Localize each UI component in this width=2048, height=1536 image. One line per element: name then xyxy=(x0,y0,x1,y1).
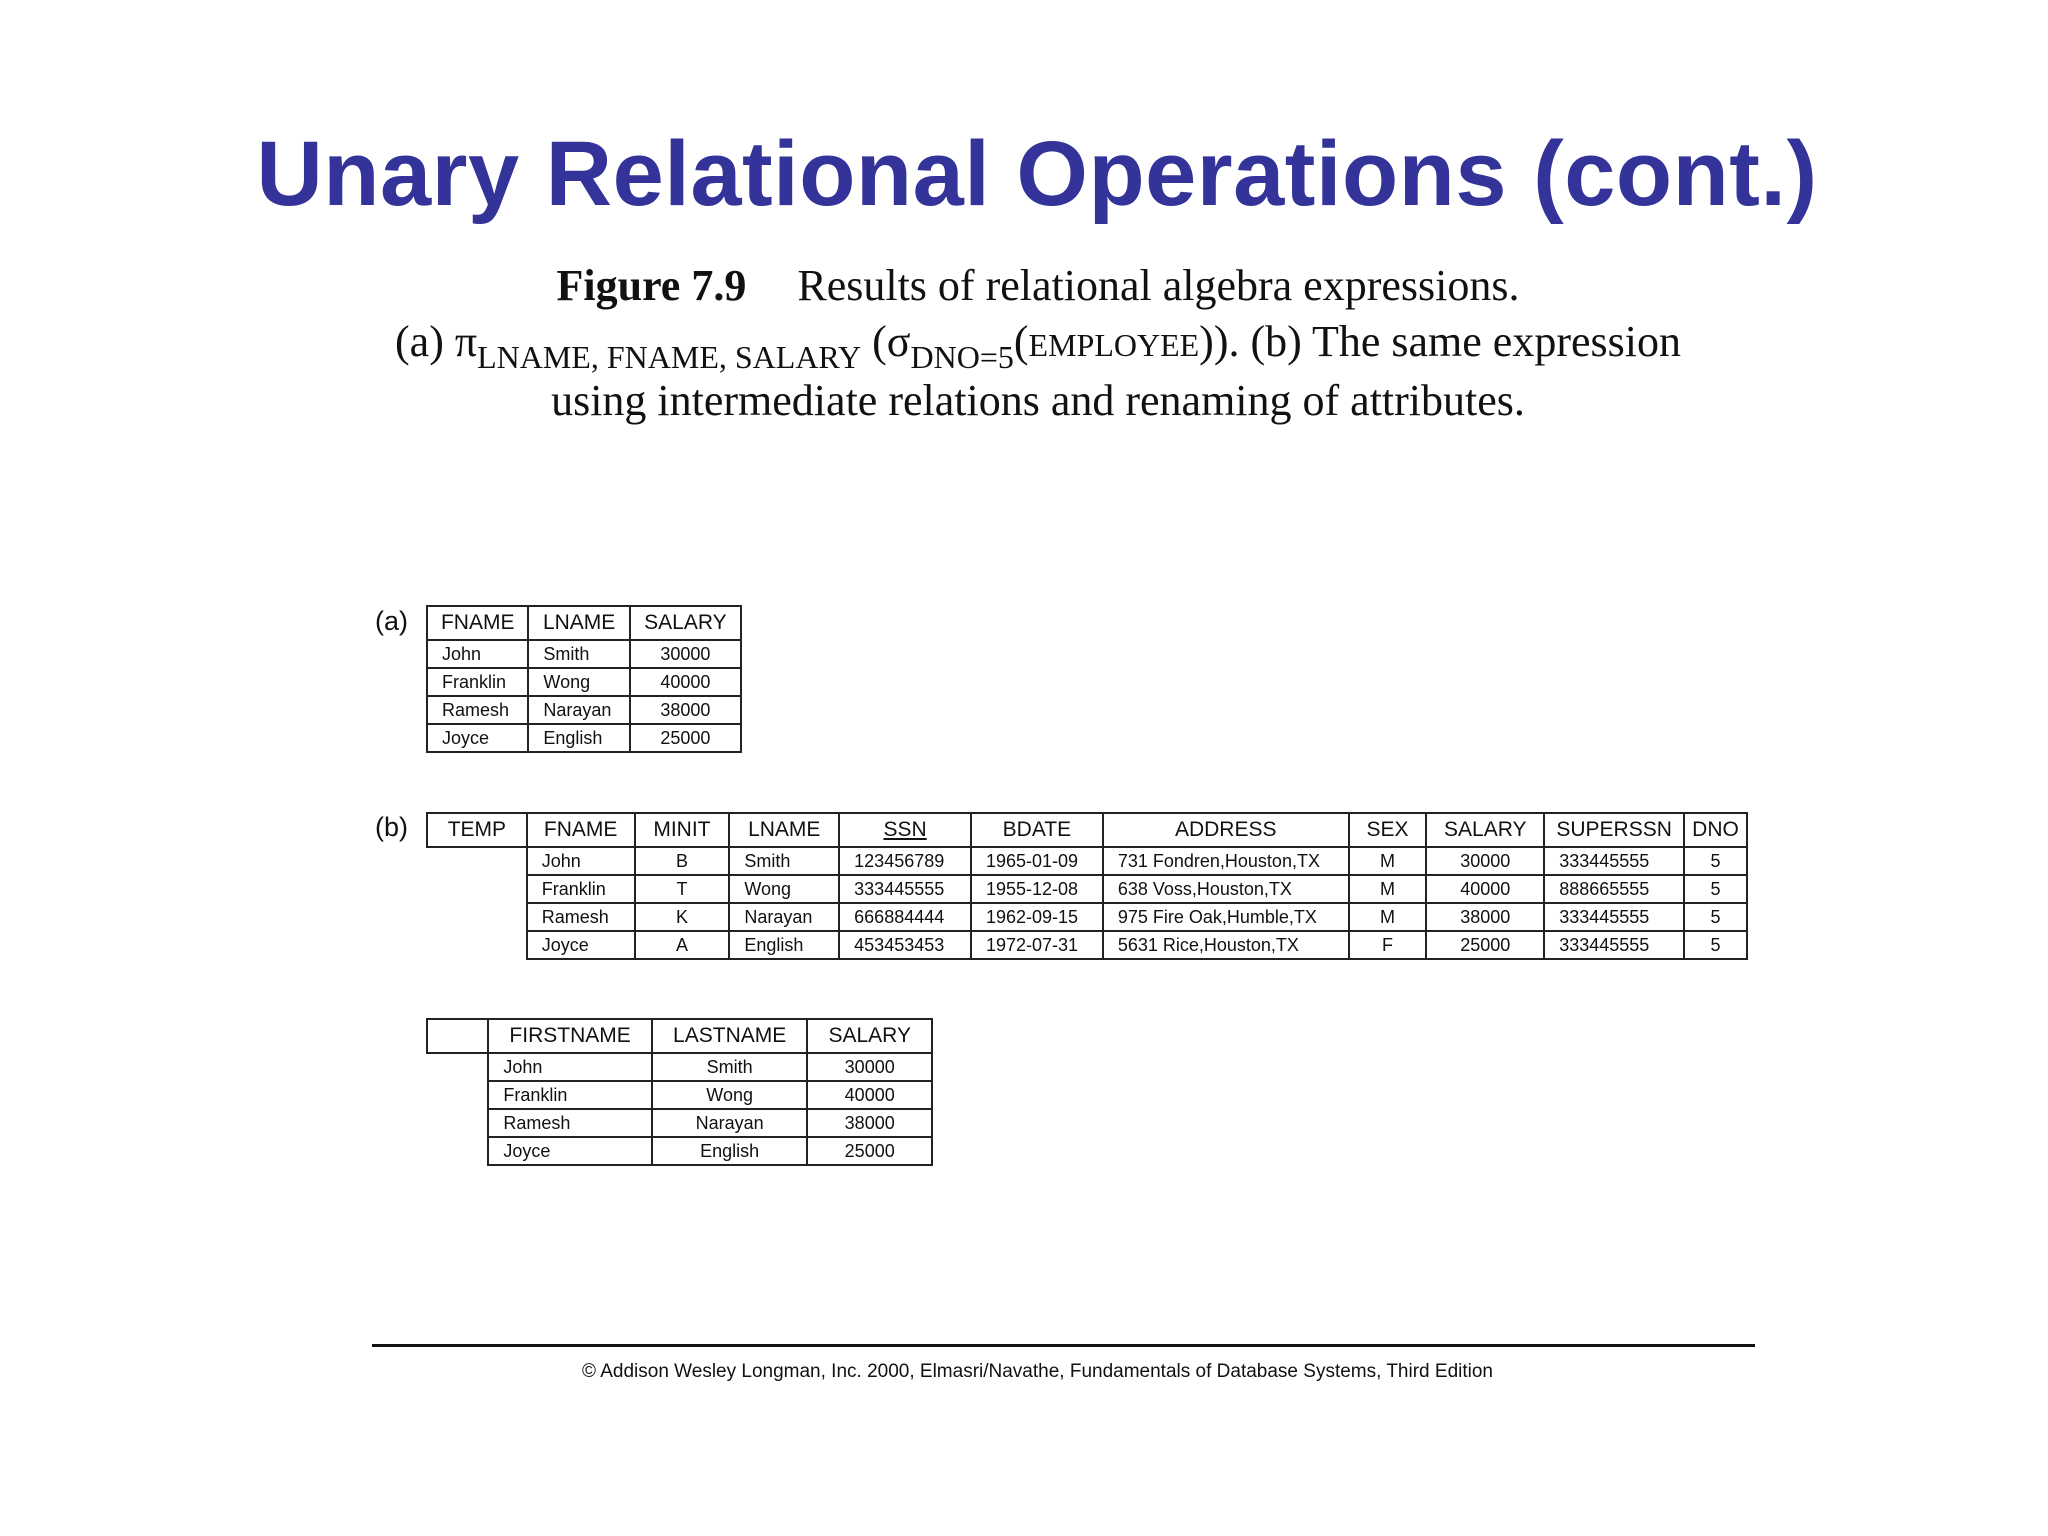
table-cell: 731 Fondren,Houston,TX xyxy=(1103,847,1349,875)
table-cell: 5 xyxy=(1684,875,1747,903)
table-b-header-3: LNAME xyxy=(729,813,839,847)
table-b-header-row xyxy=(427,813,1747,847)
figure-label: Figure 7.9 xyxy=(556,261,747,310)
empty-cell xyxy=(427,1081,488,1109)
table-cell: 30000 xyxy=(807,1053,932,1081)
table-cell: 638 Voss,Houston,TX xyxy=(1103,875,1349,903)
table-cell: 1955-12-08 xyxy=(971,875,1103,903)
table-cell: Wong xyxy=(729,875,839,903)
empty-cell xyxy=(427,931,527,959)
table-renamed-header-row xyxy=(427,1019,932,1053)
caption-line-2: (a) $\pi_{LNAME, FNAME, SALARY}$ $(\sigma_{DNO=5}(EMPLOYEE))$. (b) The same expression xyxy=(395,317,1681,375)
table-cell: 25000 xyxy=(807,1137,932,1165)
table-cell: Narayan xyxy=(528,696,629,724)
table-row xyxy=(427,1053,932,1081)
table-cell: 1972-07-31 xyxy=(971,931,1103,959)
table-cell: John xyxy=(527,847,635,875)
table-cell: John xyxy=(427,640,528,668)
table-cell: Narayan xyxy=(729,903,839,931)
table-cell: 25000 xyxy=(630,724,741,752)
sigma-symbol: σ xyxy=(886,317,911,366)
table-row xyxy=(427,847,1747,875)
empty-cell xyxy=(427,1053,488,1081)
table-cell: 40000 xyxy=(630,668,741,696)
table-a-header-1: LNAME xyxy=(528,606,629,640)
empty-cell xyxy=(427,1109,488,1137)
table-cell: T xyxy=(635,875,730,903)
figure-caption xyxy=(0,258,2048,429)
open-paren: ( xyxy=(872,317,887,366)
table-cell: 30000 xyxy=(1426,847,1544,875)
table-cell: Joyce xyxy=(488,1137,652,1165)
table-row xyxy=(427,1137,932,1165)
table-renamed xyxy=(426,1018,933,1166)
table-a-header-row xyxy=(427,606,741,640)
table-cell: Narayan xyxy=(652,1109,808,1137)
caption-line-1 xyxy=(0,258,2048,314)
table-cell: 666884444 xyxy=(839,903,971,931)
table-row xyxy=(427,640,741,668)
caption-line-3: using intermediate relations and renaming of attributes. xyxy=(551,376,1525,425)
table-cell: Wong xyxy=(652,1081,808,1109)
table-row xyxy=(427,1081,932,1109)
table-a-header-2: SALARY xyxy=(630,606,741,640)
table-cell: 40000 xyxy=(1426,875,1544,903)
table-b-header-0: TEMP xyxy=(427,813,527,847)
pi-symbol: π xyxy=(454,317,478,366)
table-cell: Franklin xyxy=(427,668,528,696)
table-cell: 38000 xyxy=(1426,903,1544,931)
table-b-header-10: DNO xyxy=(1684,813,1747,847)
table-cell: 38000 xyxy=(630,696,741,724)
table-cell: 333445555 xyxy=(1544,847,1684,875)
table-a-header-0: FNAME xyxy=(427,606,528,640)
caption-part-a: (a) xyxy=(395,317,444,366)
table-cell: 888665555 xyxy=(1544,875,1684,903)
caption-text-1: Results of relational algebra expressions. xyxy=(797,261,1520,310)
empty-cell xyxy=(427,1137,488,1165)
table-cell: M xyxy=(1349,903,1427,931)
table-b-header-2: MINIT xyxy=(635,813,730,847)
table-row xyxy=(427,931,1747,959)
table-cell: 1962-09-15 xyxy=(971,903,1103,931)
table-cell: A xyxy=(635,931,730,959)
table-r-header-1: FIRSTNAME xyxy=(488,1019,652,1053)
table-cell: Ramesh xyxy=(427,696,528,724)
table-r-header-3: SALARY xyxy=(807,1019,932,1053)
slide-title: Unary Relational Operations (cont.) xyxy=(256,123,1818,225)
table-b-header-4: SSN xyxy=(839,813,971,847)
table-cell: Joyce xyxy=(527,931,635,959)
caption-close-text: )). (b) The same expression xyxy=(1199,317,1681,366)
table-row xyxy=(427,903,1747,931)
table-cell: Smith xyxy=(528,640,629,668)
table-cell: 333445555 xyxy=(839,875,971,903)
table-cell: 30000 xyxy=(630,640,741,668)
sigma-subscript: DNO=5 xyxy=(910,339,1014,375)
table-row xyxy=(427,696,741,724)
table-cell: English xyxy=(729,931,839,959)
table-cell: 25000 xyxy=(1426,931,1544,959)
table-cell: 38000 xyxy=(807,1109,932,1137)
table-cell: F xyxy=(1349,931,1427,959)
table-cell: Ramesh xyxy=(488,1109,652,1137)
part-b-label: (b) xyxy=(375,812,408,842)
table-b-header-5: BDATE xyxy=(971,813,1103,847)
copyright-notice: © Addison Wesley Longman, Inc. 2000, Elmasri/Navathe, Fundamentals of Database Systems, Third Edition xyxy=(582,1361,1493,1382)
table-cell: 5631 Rice,Houston,TX xyxy=(1103,931,1349,959)
table-cell: Franklin xyxy=(488,1081,652,1109)
table-cell: 40000 xyxy=(807,1081,932,1109)
table-cell: Smith xyxy=(652,1053,808,1081)
table-cell: English xyxy=(528,724,629,752)
table-b-header-7: SEX xyxy=(1349,813,1427,847)
empty-cell xyxy=(427,875,527,903)
table-r-header-2: LASTNAME xyxy=(652,1019,808,1053)
table-cell: Smith xyxy=(729,847,839,875)
table-row xyxy=(427,668,741,696)
table-cell: 5 xyxy=(1684,847,1747,875)
table-cell: Franklin xyxy=(527,875,635,903)
table-cell: Joyce xyxy=(427,724,528,752)
table-a xyxy=(426,605,742,753)
table-r-header-0 xyxy=(427,1019,488,1053)
table-cell: Wong xyxy=(528,668,629,696)
table-cell: 333445555 xyxy=(1544,931,1684,959)
relation-name: EMPLOYEE xyxy=(1028,327,1200,363)
table-cell: B xyxy=(635,847,730,875)
table-cell: M xyxy=(1349,875,1427,903)
table-cell: 5 xyxy=(1684,903,1747,931)
table-b-header-9: SUPERSSN xyxy=(1544,813,1684,847)
table-cell: 5 xyxy=(1684,931,1747,959)
table-row xyxy=(427,724,741,752)
table-row xyxy=(427,875,1747,903)
table-cell: M xyxy=(1349,847,1427,875)
table-cell: 123456789 xyxy=(839,847,971,875)
table-b-header-1: FNAME xyxy=(527,813,635,847)
footer-divider xyxy=(372,1344,1755,1347)
table-cell: 1965-01-09 xyxy=(971,847,1103,875)
part-a-label: (a) xyxy=(375,606,408,636)
table-b xyxy=(426,812,1748,960)
table-b-header-8: SALARY xyxy=(1426,813,1544,847)
empty-cell xyxy=(427,903,527,931)
table-cell: English xyxy=(652,1137,808,1165)
table-cell: 975 Fire Oak,Humble,TX xyxy=(1103,903,1349,931)
table-cell: Ramesh xyxy=(527,903,635,931)
table-cell: 333445555 xyxy=(1544,903,1684,931)
table-cell: John xyxy=(488,1053,652,1081)
empty-cell xyxy=(427,847,527,875)
table-row xyxy=(427,1109,932,1137)
table-b-header-6: ADDRESS xyxy=(1103,813,1349,847)
table-cell: 453453453 xyxy=(839,931,971,959)
table-cell: K xyxy=(635,903,730,931)
pi-subscript: LNAME, FNAME, SALARY xyxy=(477,339,862,375)
